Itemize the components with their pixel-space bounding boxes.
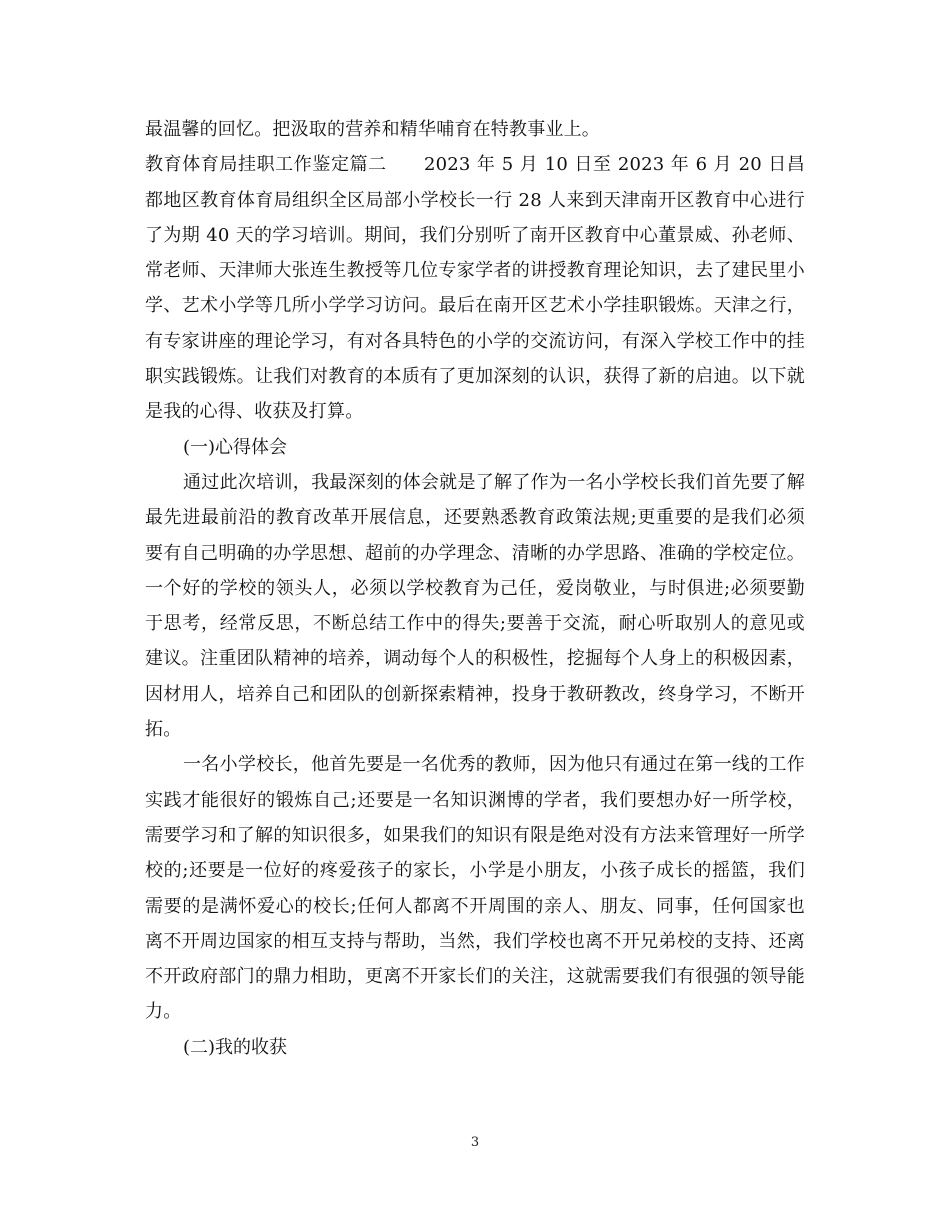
- document-body: [145, 112, 805, 1065]
- paragraph-experience-body: 通过此次培训，我最深刻的体会就是了解了作为一名小学校长我们首先要了解最先进最前沿的教育改革开展信息，还要熟悉教育政策法规;更重要的是我们必须要有自己明确的办学思想、超前的办学理念、清晰的办学思路、准确的学校定位。一个好的学校的领头人，必须以学校教育为己任，爱岗敬业，与时俱进;必须要勤于思考，经常反思，不断总结工作中的得失;要善于交流，耐心听取别人的意见或建议。注重团队精神的培养，调动每个人的积极性，挖掘每个人身上的积极因素，因材用人，培养自己和团队的创新探索精神，投身于教研教改，终身学习，不断开拓。: [145, 471, 805, 741]
- paragraph-continuation-1: 最温馨的回忆。把汲取的营养和精华哺育在特教事业上。: [145, 119, 600, 140]
- paragraph-principal-role: 一名小学校长，他首先要是一名优秀的教师，因为他只有通过在第一线的工作实践才能很好的锻炼自己;还要是一名知识渊博的学者，我们要想办好一所学校，需要学习和了解的知识很多，如果我们的知识有限是绝对没有方法来管理好一所学校的;还要是一位好的疼爱孩子的家长，小学是小朋友，小孩子成长的摇篮，我们需要的是满怀爱心的校长;任何人都离不开周围的亲人、朋友、同事，任何国家也离不开周边国家的相互支持与帮助，当然，我们学校也离不开兄弟校的支持、还离不开政府部门的鼎力相助，更离不开家长们的关注，这就需要我们有很强的领导能力。: [145, 754, 805, 1023]
- page-number: 3: [470, 1135, 480, 1150]
- section-heading-gains: (二)我的收获: [183, 1036, 288, 1058]
- section-heading-experience: (一)心得体会: [183, 436, 288, 458]
- paragraph-article-intro: 教育体育局挂职工作鉴定篇二 2023 年 5 月 10 日至 2023 年 6 月 20 日昌都地区教育体育局组织全区局部小学校长一行 28 人来到天津南开区教育中心进行了为期 40 天的学习培训。期间，我们分别听了南开区教育中心董景威、孙老师、常老师、天津师大张连生教授等几位专家学者的讲授教育理论知识，去了建民里小学、艺术小学等几所小学学习访问。最后在南开区艺术小学挂职锻炼。天津之行，有专家讲座的理论学习，有对各具特色的小学的交流访问，有深入学校工作中的挂职实践锻炼。让我们对教育的本质有了更加深刻的认识，获得了新的启迪。以下就是我的心得、收获及打算。: [145, 154, 805, 423]
